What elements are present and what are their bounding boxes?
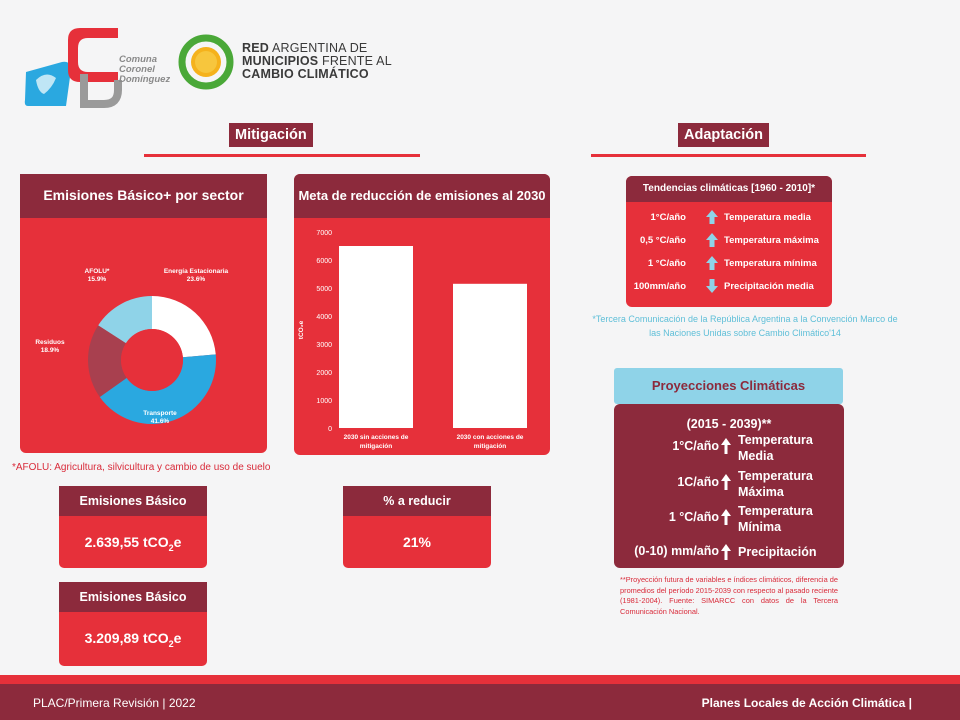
red-logo-l2b: MUNICIPIOS	[242, 54, 319, 68]
reduction-goal-card	[294, 174, 550, 455]
donut-label-energia	[156, 268, 236, 284]
emisiones-basico-title-2: Emisiones Básico	[59, 582, 207, 612]
donut-label-residuos-name: Residuos	[35, 339, 65, 346]
donut-label-transporte-name: Transporte	[143, 410, 177, 417]
bar-category-label: mitigación	[359, 443, 393, 450]
proyeccion-value: 1°C/año	[672, 439, 719, 453]
porcentaje-reducir-card	[343, 486, 491, 568]
y-axis-label: tCO₂e	[298, 320, 305, 340]
comuna-logo-line2: Coronel	[119, 64, 155, 75]
tendencia-label: Temperatura media	[724, 212, 811, 223]
emissions-by-sector-title: Emisiones Básico+ por sector	[20, 174, 267, 218]
tendencia-row	[626, 252, 832, 275]
porcentaje-reducir-value: 21%	[402, 534, 432, 550]
emisiones-1-number: 2.639,55 tCO	[84, 534, 169, 550]
y-tick-label: 0	[328, 426, 332, 433]
proyeccion-value: 1 °C/año	[668, 510, 719, 524]
footer-accent-line	[0, 675, 960, 684]
tendencias-title: Tendencias climáticas [1960 - 2010]*	[626, 176, 832, 202]
emisiones-2-number: 3.209,89 tCO	[84, 630, 169, 646]
red-logo-text	[242, 42, 392, 81]
proyecciones-card	[614, 404, 844, 568]
y-tick-label: 2000	[316, 370, 332, 377]
red-logo-l1b: RED	[242, 41, 269, 55]
tendencias-card	[626, 176, 832, 307]
arrow-up-icon	[720, 544, 732, 560]
bar-1	[453, 284, 527, 428]
y-tick-label: 7000	[316, 230, 332, 237]
adaptation-title: Adaptación	[678, 123, 769, 147]
donut-label-transporte	[132, 410, 188, 426]
red-logo-l2r: FRENTE AL	[318, 54, 392, 68]
emisiones-basico-card-2	[59, 582, 207, 666]
tendencia-value: 100mm/año	[633, 281, 686, 292]
red-municipios-logo	[176, 34, 406, 90]
tendencia-value: 1 °C/año	[647, 258, 686, 269]
footer-right-text: Planes Locales de Acción Climática |	[701, 696, 912, 710]
proyeccion-label: Temperatura Media	[738, 433, 813, 463]
svg-text:Comuna Coronel Dom	[119, 54, 170, 85]
emisiones-2-unit: e	[173, 630, 182, 646]
comuna-logo	[22, 22, 170, 112]
emisiones-1-sub: 2	[168, 542, 174, 553]
donut-label-afolu-name: AFOLU*	[84, 268, 110, 275]
donut-label-afolu-value: 15.9%	[87, 276, 107, 283]
proyeccion-label: Precipitación	[738, 545, 817, 559]
mitigation-underline	[144, 154, 420, 157]
y-tick-label: 4000	[316, 314, 332, 321]
arrow-up-icon	[706, 233, 718, 247]
tendencias-source-line2: las Naciones Unidas sobre Cambio Climático'14	[649, 328, 841, 338]
tendencia-row	[626, 229, 832, 252]
footer-bar	[0, 684, 960, 720]
arrow-up-icon	[720, 509, 732, 525]
arrow-up-icon	[720, 474, 732, 490]
mitigation-title: Mitigación	[229, 123, 313, 147]
tendencia-value: 1°C/año	[650, 212, 686, 223]
emisiones-2-sub: 2	[168, 638, 174, 649]
tendencia-label: Precipitación media	[724, 281, 814, 292]
proyeccion-label: Temperatura Mínima	[738, 504, 813, 534]
bar-0	[339, 246, 413, 428]
emisiones-basico-value-2	[59, 612, 207, 664]
porcentaje-reducir-title: % a reducir	[343, 486, 491, 516]
bar-category-label: 2030 con acciones de	[456, 434, 524, 441]
tendencias-source-line1: *Tercera Comunicación de la República Argentina a la Convención Marco de	[592, 314, 898, 324]
comuna-logo-line3: Domínguez	[119, 74, 170, 85]
donut-label-energia-value: 23.6%	[186, 276, 206, 283]
arrow-up-icon	[706, 210, 718, 224]
proyeccion-value: (0-10) mm/año	[634, 544, 719, 558]
y-tick-label: 6000	[316, 258, 332, 265]
donut-label-residuos-value: 18.9%	[40, 347, 60, 354]
tendencia-label: Temperatura máxima	[724, 235, 819, 246]
emisiones-basico-card-1	[59, 486, 207, 568]
bar-category-label: 2030 sin acciones de	[343, 434, 409, 441]
emisiones-basico-value-1	[59, 516, 207, 568]
tendencia-row	[626, 206, 832, 229]
tendencia-label: Temperatura mínima	[724, 258, 817, 269]
tendencias-source	[566, 312, 924, 340]
red-logo-l1r: ARGENTINA DE	[269, 41, 368, 55]
donut-label-afolu	[72, 268, 122, 284]
bar-category-label: mitigación	[473, 443, 507, 450]
donut-hole	[121, 329, 183, 391]
proyecciones-title: Proyecciones Climáticas	[614, 368, 843, 404]
reduction-goal-bar-chart	[294, 218, 550, 455]
reduction-goal-title: Meta de reducción de emisiones al 2030	[294, 174, 550, 218]
comuna-logo-line1: Comuna	[119, 54, 157, 65]
tendencia-row	[626, 275, 832, 298]
arrow-up-icon	[720, 438, 732, 454]
proyecciones-period: (2015 - 2039)**	[686, 417, 772, 431]
proyecciones-note: **Proyección futura de variables e índices climáticos, diferencia de promedios del período 2015-2039 con respecto al pasado reciente (1981-2004). Fuente: SIMARCC con datos de la Tercera Comunicación Nacional.	[620, 575, 838, 616]
arrow-down-icon	[706, 279, 718, 293]
donut-label-transporte-value: 41.6%	[150, 418, 170, 425]
y-tick-label: 1000	[316, 398, 332, 405]
tendencia-value: 0,5 °C/año	[639, 235, 686, 246]
proyeccion-label: Temperatura Máxima	[738, 469, 813, 499]
adaptation-underline	[591, 154, 866, 157]
emisiones-basico-title-1: Emisiones Básico	[59, 486, 207, 516]
arrow-up-icon	[706, 256, 718, 270]
donut-label-residuos	[28, 339, 72, 355]
emisiones-1-unit: e	[173, 534, 182, 550]
y-tick-label: 5000	[316, 286, 332, 293]
red-logo-l3b: CAMBIO CLIMÁTICO	[242, 67, 369, 81]
y-tick-label: 3000	[316, 342, 332, 349]
footer-left-text: PLAC/Primera Revisión | 2022	[33, 696, 196, 710]
afolu-footnote: *AFOLU: Agricultura, silvicultura y cambio de uso de suelo	[12, 462, 271, 473]
donut-label-energia-name: Energía Estacionaria	[163, 268, 229, 275]
emissions-by-sector-card	[20, 174, 267, 453]
proyeccion-value: 1C/año	[677, 475, 719, 489]
